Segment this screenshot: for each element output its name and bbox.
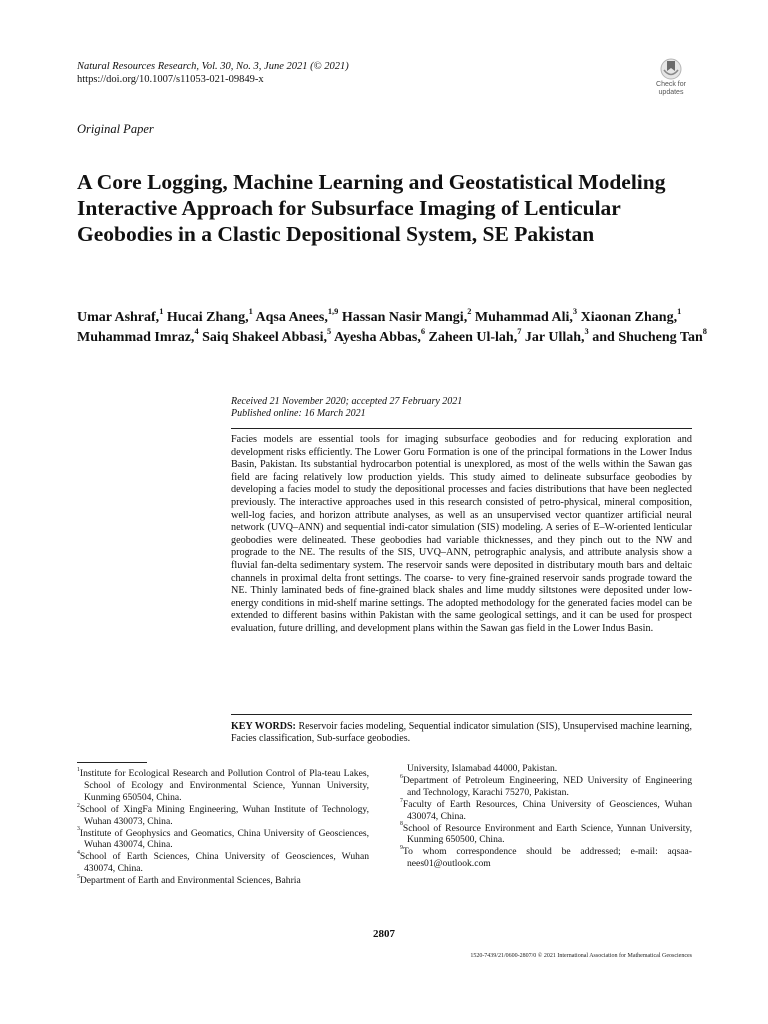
footnote-number: 1 [77, 766, 80, 773]
keywords-text: Reservoir facies modeling, Sequential indicator simulation (SIS), Unsupervised machine learning, Facies classification, Sub-surface geobodies. [231, 721, 693, 745]
author-affiliation-marker: 1 [159, 307, 164, 317]
journal-citation: Natural Resources Research, Vol. 30, No. 3, June 2021 (© 2021) [77, 61, 349, 72]
affiliation-footnote [77, 828, 369, 852]
author-name: and Shucheng Tan [592, 330, 703, 345]
author-name: Saiq Shakeel Abbasi, [202, 330, 328, 345]
author-affiliation-marker: 8 [702, 327, 707, 337]
affiliation-footnote [400, 846, 692, 870]
doi-link[interactable]: https://doi.org/10.1007/s11053-021-09849-x [77, 74, 264, 85]
article-type: Original Paper [77, 122, 154, 136]
affiliation-footnote [400, 775, 692, 799]
author-list [77, 308, 707, 348]
author-name: Umar Ashraf, [77, 310, 160, 325]
footnote-text: Department of Earth and Environmental Sciences, Bahria [79, 875, 301, 887]
footnote-text: Institute of Geophysics and Geomatics, China University of Geosciences, Wuhan 430074, China. [79, 827, 369, 851]
keywords [231, 721, 692, 746]
author-name: Xiaonan Zhang, [580, 310, 678, 325]
affiliation-footnote [400, 763, 692, 775]
footnote-text: School of XingFa Mining Engineering, Wuhan Institute of Technology, Wuhan 430073, China. [79, 803, 369, 827]
footnote-number: 5 [77, 874, 80, 881]
author-name: Ayesha Abbas, [333, 330, 421, 345]
author-affiliation-marker: 3 [572, 307, 578, 317]
author-name: Muhammad Ali, [474, 310, 573, 325]
footnote-text: To whom correspondence should be addressed; e-mail: aqsaa-nees01@outlook.com [402, 846, 692, 870]
badge-label-line2: updates [658, 88, 684, 96]
footnote-number: 8 [400, 821, 403, 828]
footnote-number: 9 [400, 845, 403, 852]
author-name: Muhammad Imraz, [77, 330, 195, 345]
affiliation-footnote [77, 875, 369, 887]
author-affiliation-marker: 1 [248, 307, 253, 317]
footnote-text: Institute for Ecological Research and Pollution Control of Pla-teau Lakes, School of Ecology and Environmental Science, Yunnan University, Kunming 650504, China. [79, 768, 369, 803]
author-affiliation-marker: 2 [467, 307, 472, 317]
author-affiliation-marker: 6 [420, 327, 426, 337]
footnote-number: 7 [400, 797, 403, 804]
affiliation-footnote [77, 851, 369, 875]
affiliation-footnote [400, 823, 692, 847]
paper-title: A Core Logging, Machine Learning and Geostatistical Modeling Interactive Approach for Subsurface Imaging of Lenticular Geobodies in a Clastic Depositional System, SE Pakistan [77, 170, 666, 246]
author-name: Hassan Nasir Mangi, [341, 310, 468, 325]
footnote-rule [77, 762, 147, 763]
abstract-bottom-rule [231, 714, 692, 715]
page-number: 2807 [373, 928, 395, 940]
affiliation-footnote [400, 799, 692, 823]
footnote-text: University, Islamabad 44000, Pakistan. [407, 763, 558, 774]
author-name: Aqsa Anees, [255, 310, 328, 325]
author-affiliation-marker: 1 [677, 307, 682, 317]
footnotes-left [77, 768, 369, 887]
footnotes-right [400, 763, 692, 870]
author-affiliation-marker: 1,9 [327, 307, 339, 317]
footnote-text: School of Resource Environment and Earth Science, Yunnan University, Kunming 650500, China. [402, 822, 692, 846]
author-affiliation-marker: 5 [327, 327, 332, 337]
footnote-number: 4 [77, 850, 80, 857]
footnote-text: Faculty of Earth Resources, China University of Geosciences, Wuhan 430074, China. [402, 798, 692, 822]
keywords-label: KEY WORDS: [231, 721, 296, 732]
affiliation-footnote [77, 768, 369, 804]
badge-label-line1: Check for [656, 81, 686, 88]
footnote-text: School of Earth Sciences, China University of Geosciences, Wuhan 430074, China. [79, 851, 369, 875]
check-for-updates-badge[interactable] [652, 58, 690, 96]
affiliation-footnote [77, 804, 369, 828]
author-affiliation-marker: 7 [517, 327, 522, 337]
copyright-line: 1520-7439/21/0600-2807/0 © 2021 International Association for Mathematical Geosciences [470, 953, 692, 959]
author-affiliation-marker: 3 [584, 327, 589, 337]
author-name: Jar Ullah, [524, 330, 585, 345]
author-name: Zaheen Ul-lah, [428, 330, 518, 345]
received-date: Received 21 November 2020; accepted 27 February 2021 [231, 396, 463, 407]
author-name: Hucai Zhang, [166, 310, 249, 325]
footnote-number: 2 [77, 802, 80, 809]
footnote-text: Department of Petroleum Engineering, NED University of Engineering and Technology, Karachi 75270, Pakistan. [402, 774, 692, 798]
publication-dates [231, 396, 462, 419]
published-date: Published online: 16 March 2021 [231, 407, 366, 419]
footnote-number: 3 [77, 826, 80, 833]
check-for-updates-icon [660, 58, 682, 80]
abstract-top-rule [231, 428, 692, 429]
footnote-number: 6 [400, 773, 403, 780]
abstract-text: Facies models are essential tools for imaging subsurface geobodies and for reducing exploration and development risks efficiently. The Lower Goru Formation is one of the principal formations in the Lower Indus Basin, Pakistan. Its substantial hydrocarbon potential is unexplored, as most of the wells within the Sawan gas field are facing relatively low production yields. This study aimed to delineate subsurface geobodies by developing a facies model to study the depositional processes and facies distributions that have been neglected previously. The interactive approaches used in this research consisted of petro-physical, mineral composition, well-log facies, and horizon attribute analyses, as well as an unsupervised vector quantizer artificial neural network (UVQ–ANN) and sequential indi-cator simulation (SIS) modeling. A series of E–W-oriented lenticular geobodies were delineated. These geobodies had variable thicknesses, and they pinch out to the NW and prograde to the NE. The results of the SIS, UVQ–ANN, petrographic analysis, and attribute analysis show a fluvial fan-delta sedimentary system. The reservoir sands were deposited in distributary mouth bars and deltaic channels in proximal delta front settings. The coarse- to very fine-grained reservoir sands prograde toward the NE. Thinly laminated beds of fine-grained black shales and lime muddy siltstones were deposited under low-energy conditions in mid-shelf marine settings. The adopted methodology for the generated facies model can be extended to different basins within Pakistan with the same geological settings, and it can be used for prospect evaluation, future drilling, and development plans within the Sawan gas field in the Lower Indus Basin. [231, 434, 692, 634]
author-affiliation-marker: 4 [194, 327, 199, 337]
